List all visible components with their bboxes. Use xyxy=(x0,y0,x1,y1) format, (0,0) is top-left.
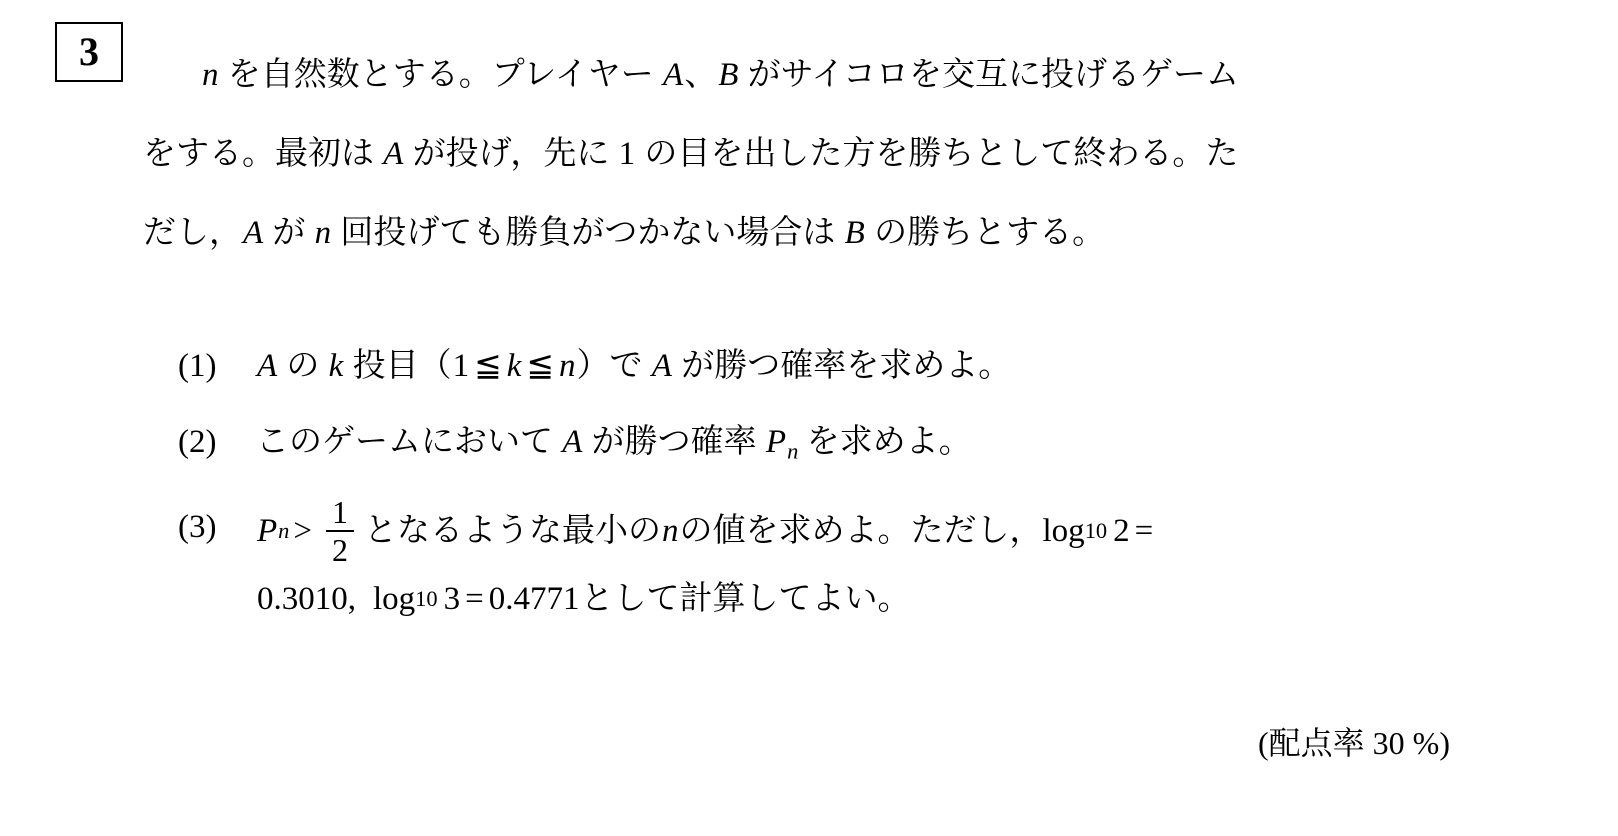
statement-text-3a: だし， xyxy=(143,215,242,251)
item1-text-1: の xyxy=(278,348,328,384)
item1-le-1: ≦ xyxy=(474,348,502,384)
item2-text-3: を求めよ。 xyxy=(798,424,972,460)
item2-text-1: このゲームにおいて xyxy=(256,424,562,460)
item3-var-n: n xyxy=(662,513,679,550)
statement-text-3d: の勝ちとする。 xyxy=(865,215,1106,251)
item3-text-2: の値を求めよ。ただし， xyxy=(679,513,1043,550)
var-B: B xyxy=(718,57,739,93)
item3-log-1-arg: 2 xyxy=(1113,513,1130,550)
item1-text-3: ）で xyxy=(576,348,651,384)
item-1-label: (1) xyxy=(178,348,217,384)
problem-item-3 xyxy=(178,496,1448,628)
item3-line-1 xyxy=(256,494,1448,569)
item3-line-2 xyxy=(256,570,1448,628)
item3-log-1: log xyxy=(1042,513,1085,550)
var-A: A xyxy=(663,57,684,93)
item3-log-2-arg: 3 xyxy=(443,581,461,618)
statement-line-1 xyxy=(143,36,1443,115)
item1-le-2: ≦ xyxy=(526,348,555,384)
item3-log-2: log xyxy=(373,581,416,618)
item2-var-A: A xyxy=(562,424,583,460)
item1-text-4: が勝つ確率を求めよ。 xyxy=(672,348,1012,384)
score-note: (配点率 30 %) xyxy=(1258,725,1450,761)
item3-log-2-base: 10 xyxy=(415,586,438,612)
item3-value-2: 0.4771 xyxy=(488,581,580,618)
var-n: n xyxy=(202,57,219,93)
item1-text-2: 投目（ xyxy=(344,348,452,384)
problem-item-2 xyxy=(178,411,1448,482)
problem-item-1 xyxy=(178,335,1448,397)
item1-num-1: 1 xyxy=(452,348,470,384)
var-A-3: A xyxy=(243,215,264,251)
statement-text-1b: 、 xyxy=(684,57,718,93)
item3-value-1: 0.3010, xyxy=(257,581,356,618)
problem-items xyxy=(178,335,1448,642)
var-A-2: A xyxy=(383,136,404,172)
statement-text-2c: の目を出した方を勝ちとして終わる。た xyxy=(636,136,1239,172)
item3-eq-2: = xyxy=(465,581,484,618)
statement-line-2 xyxy=(143,115,1443,194)
item-3-body xyxy=(256,496,1448,628)
item1-var-A: A xyxy=(257,348,278,384)
var-B-3: B xyxy=(844,215,865,251)
item3-gt: > xyxy=(293,513,313,550)
item2-var-P: P xyxy=(765,424,787,460)
item3-eq-1: = xyxy=(1134,513,1154,550)
item-3-label: (3) xyxy=(178,509,217,546)
item1-var-k: k xyxy=(328,348,344,384)
problem-statement xyxy=(143,36,1443,273)
item3-var-P: P xyxy=(257,513,278,550)
item3-var-P-sub: n xyxy=(278,518,290,544)
statement-text-2a: をする。最初は xyxy=(143,136,383,172)
item2-var-P-sub: n xyxy=(787,438,799,464)
statement-line-3 xyxy=(143,194,1443,273)
problem-number: 3 xyxy=(79,29,99,74)
num-one: 1 xyxy=(618,136,636,172)
fraction-numerator: 1 xyxy=(332,494,349,531)
item2-text-2: が勝つ確率 xyxy=(583,424,765,460)
fraction-denominator: 2 xyxy=(332,532,349,569)
statement-text-1a: を自然数とする。プレイヤー xyxy=(219,57,663,93)
item3-text-3: として計算してよい。 xyxy=(580,581,911,618)
statement-text-2b: が投げ，先に xyxy=(404,136,618,172)
statement-text-3c: 回投げても勝負がつかない場合は xyxy=(332,215,844,251)
var-n-3: n xyxy=(314,215,332,251)
item1-var-n: n xyxy=(559,348,576,384)
fraction-one-half xyxy=(326,494,354,569)
item3-text-1: となるような最小の xyxy=(364,513,662,550)
item3-log-1-base: 10 xyxy=(1084,518,1108,544)
item-2-body xyxy=(256,411,1448,482)
item1-var-k2: k xyxy=(506,348,522,384)
item-1-body xyxy=(256,335,1448,397)
statement-text-1c: がサイコロを交互に投げるゲーム xyxy=(739,57,1239,93)
problem-number-box xyxy=(55,22,123,82)
item1-var-A2: A xyxy=(651,348,672,384)
statement-text-3b: が xyxy=(264,215,314,251)
item-2-label: (2) xyxy=(178,424,217,460)
